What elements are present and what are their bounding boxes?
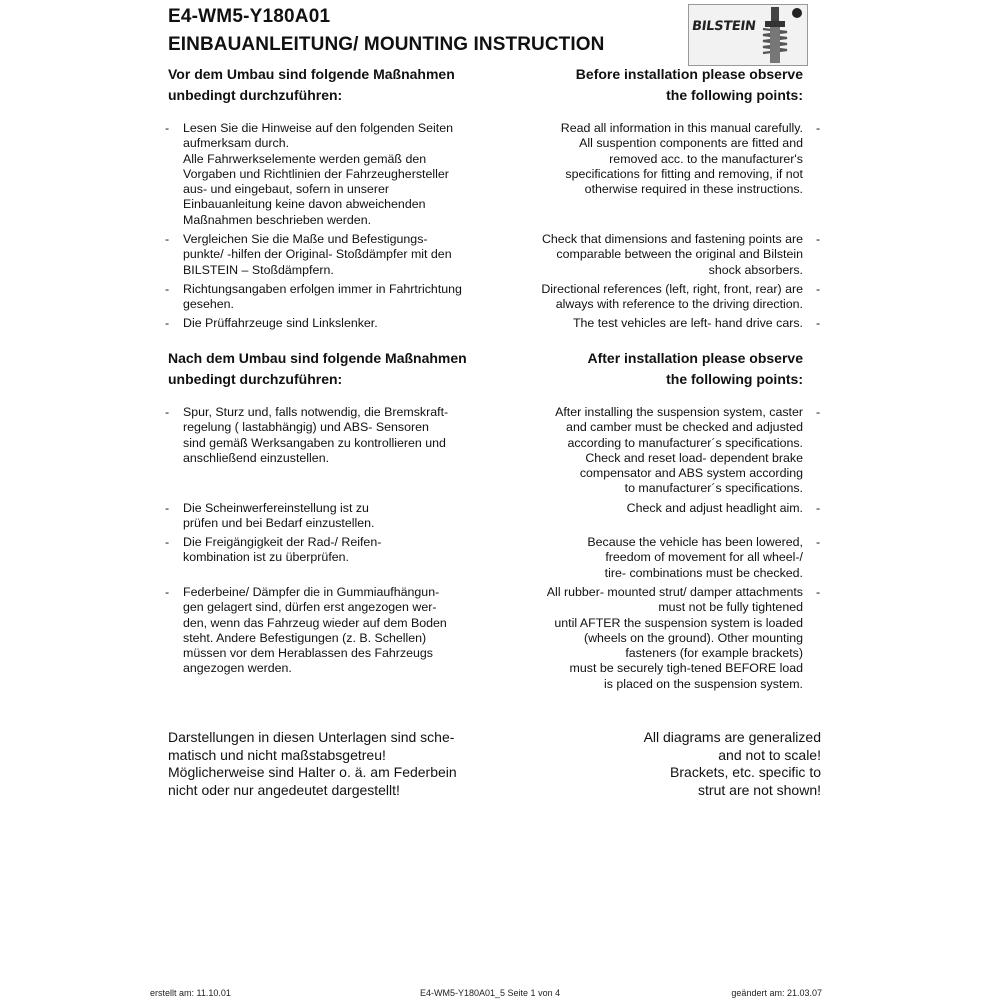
text-line: must not be fully tightened: [658, 600, 803, 615]
text-line: aus- und eingebaut, sofern in unserer: [183, 182, 389, 197]
before-item-en: [440, 282, 803, 313]
text-line: removed acc. to the manufacturer's: [609, 151, 803, 166]
document-code: E4-WM5-Y180A01: [168, 6, 331, 27]
after-item-en: [440, 535, 803, 581]
text-line: until AFTER the suspension system is loaded: [554, 615, 803, 630]
text-line: otherwise required in these instructions.: [584, 182, 803, 197]
text-line: and camber must be checked and adjusted: [566, 420, 803, 435]
logo-text: BILSTEIN: [690, 19, 757, 34]
text-line: müssen vor dem Herablassen des Fahrzeugs: [183, 646, 433, 661]
text-line: must be securely tigh-tened BEFORE load: [569, 661, 803, 676]
text-line: Read all information in this manual carefully.: [560, 121, 803, 135]
text-line: The test vehicles are left- hand drive cars.: [572, 316, 803, 330]
text-line: fasteners (for example brackets): [625, 646, 803, 661]
text-line: Check that dimensions and fastening points are: [541, 232, 803, 246]
before-heading-en: [450, 64, 803, 106]
heading-line: Vor dem Umbau sind folgende Maßnahmen: [168, 66, 455, 82]
text-line: sind gemäß Werksangaben zu kontrollieren und: [183, 435, 446, 450]
text-line: comparable between the original and Bilstein: [556, 247, 803, 262]
text-line: matisch und nicht maßstabsgetreu!: [168, 746, 386, 763]
text-line: regelung ( lastabhängig) und ABS- Sensoren: [183, 420, 429, 435]
text-line: Vorgaben und Richtlinien der Fahrzeughersteller: [183, 166, 449, 181]
bullet-dash: -: [165, 316, 170, 330]
text-line: Brackets, etc. specific to: [670, 764, 821, 780]
footer-created-date: erstellt am: 11.10.01: [150, 988, 231, 998]
text-line: Directional references (left, right, front, rear) are: [541, 282, 803, 296]
text-line: gen gelagert sind, dürfen erst angezogen wer-: [183, 600, 437, 615]
diagram-note-de: [168, 729, 528, 799]
text-line: shock absorbers.: [708, 262, 803, 277]
heading-line: the following points:: [666, 371, 803, 387]
text-line: strut are not shown!: [698, 781, 821, 798]
text-line: according to manufacturer´s specifications.: [567, 435, 803, 450]
text-line: anschließend einzustellen.: [183, 450, 330, 465]
text-line: Einbauanleitung keine davon abweichenden: [183, 197, 426, 212]
bullet-dash: -: [816, 316, 821, 330]
text-line: Möglicherweise sind Halter o. ä. am Federbein: [168, 764, 457, 780]
text-line: to manufacturer´s specifications.: [624, 481, 803, 496]
text-line: Because the vehicle has been lowered,: [587, 535, 803, 549]
text-line: Spur, Sturz und, falls notwendig, die Bremskraft-: [183, 405, 449, 419]
bullet-dash: -: [165, 405, 170, 419]
text-line: All suspention components are fitted and: [579, 136, 803, 151]
document-title: EINBAUANLEITUNG/ MOUNTING INSTRUCTION: [168, 34, 605, 55]
heading-line: unbedingt durchzuführen:: [168, 87, 343, 103]
text-line: steht. Andere Befestigungen (z. B. Schellen): [183, 630, 427, 645]
text-line: Alle Fahrwerkselemente werden gemäß den: [183, 151, 427, 166]
text-line: Check and adjust headlight aim.: [626, 501, 803, 515]
text-line: always with reference to the driving direction.: [555, 297, 803, 312]
text-line: specifications for fitting and removing, if not: [565, 166, 803, 181]
text-line: After installing the suspension system, caster: [555, 405, 803, 419]
bullet-dash: -: [165, 585, 170, 599]
text-line: den, wenn das Fahrzeug wieder auf dem Boden: [183, 615, 447, 630]
text-line: BILSTEIN – Stoßdämpfern.: [183, 262, 334, 277]
heading-line: After installation please observe: [587, 350, 803, 366]
bullet-dash: -: [816, 405, 821, 419]
bullet-dash: -: [816, 232, 821, 246]
text-line: Die Freigängigkeit der Rad-/ Reifen-: [183, 535, 382, 549]
footer-changed-date: geändert am: 21.03.07: [731, 988, 822, 998]
bilstein-logo: [688, 4, 808, 66]
before-item-en: [440, 232, 803, 278]
bullet-dash: -: [165, 232, 170, 246]
after-item-en: [440, 405, 803, 497]
after-heading-en: [450, 348, 803, 390]
text-line: All rubber- mounted strut/ damper attachments: [546, 585, 803, 599]
bullet-dash: -: [816, 282, 821, 296]
text-line: Maßnahmen beschrieben werden.: [183, 212, 372, 227]
text-line: angezogen werden.: [183, 661, 292, 676]
before-item-en: [440, 121, 803, 197]
diagram-note-en: [500, 729, 821, 799]
footer-page-number: E4-WM5-Y180A01_5 Seite 1 von 4: [420, 988, 561, 998]
bullet-dash: -: [816, 121, 821, 135]
text-line: freedom of movement for all wheel-/: [605, 550, 803, 565]
text-line: Darstellungen in diesen Unterlagen sind sche-: [168, 729, 455, 745]
text-line: aufmerksam durch.: [183, 136, 290, 151]
text-line: Federbeine/ Dämpfer die in Gummiaufhängun-: [183, 585, 440, 599]
text-line: (wheels on the ground). Other mounting: [583, 630, 803, 645]
text-line: compensator and ABS system according: [579, 466, 803, 481]
shock-absorber-icon: [751, 5, 807, 65]
heading-line: Nach dem Umbau sind folgende Maßnahmen: [168, 350, 467, 366]
text-line: punkte/ -hilfen der Original- Stoßdämpfer mit den: [183, 247, 452, 262]
after-item-en: [440, 501, 803, 516]
text-line: Lesen Sie die Hinweise auf den folgenden Seiten: [183, 121, 454, 135]
text-line: Richtungsangaben erfolgen immer in Fahrtrichtung: [183, 282, 462, 296]
text-line: and not to scale!: [718, 746, 821, 763]
bullet-dash: -: [816, 501, 821, 515]
text-line: Vergleichen Sie die Maße und Befestigungs-: [183, 232, 428, 246]
heading-line: the following points:: [666, 87, 803, 103]
text-line: tire- combinations must be checked.: [604, 565, 803, 580]
text-line: prüfen und bei Bedarf einzustellen.: [183, 516, 375, 531]
bullet-dash: -: [816, 535, 821, 549]
bullet-dash: -: [165, 121, 170, 135]
text-line: All diagrams are generalized: [643, 729, 821, 745]
text-line: Die Scheinwerfereinstellung ist zu: [183, 501, 369, 515]
text-line: kombination ist zu überprüfen.: [183, 550, 349, 565]
bullet-dash: -: [165, 501, 170, 515]
heading-line: unbedingt durchzuführen:: [168, 371, 343, 387]
heading-line: Before installation please observe: [575, 66, 803, 82]
text-line: Die Prüffahrzeuge sind Linkslenker.: [183, 316, 378, 330]
text-line: nicht oder nur angedeutet dargestellt!: [168, 781, 400, 798]
text-line: Check and reset load- dependent brake: [585, 450, 803, 465]
bullet-dash: -: [165, 282, 170, 296]
bullet-dash: -: [165, 535, 170, 549]
before-item-en: [440, 316, 803, 331]
after-item-en: [440, 585, 803, 692]
bullet-dash: -: [816, 585, 821, 599]
text-line: is placed on the suspension system.: [603, 676, 803, 691]
text-line: gesehen.: [183, 297, 234, 312]
